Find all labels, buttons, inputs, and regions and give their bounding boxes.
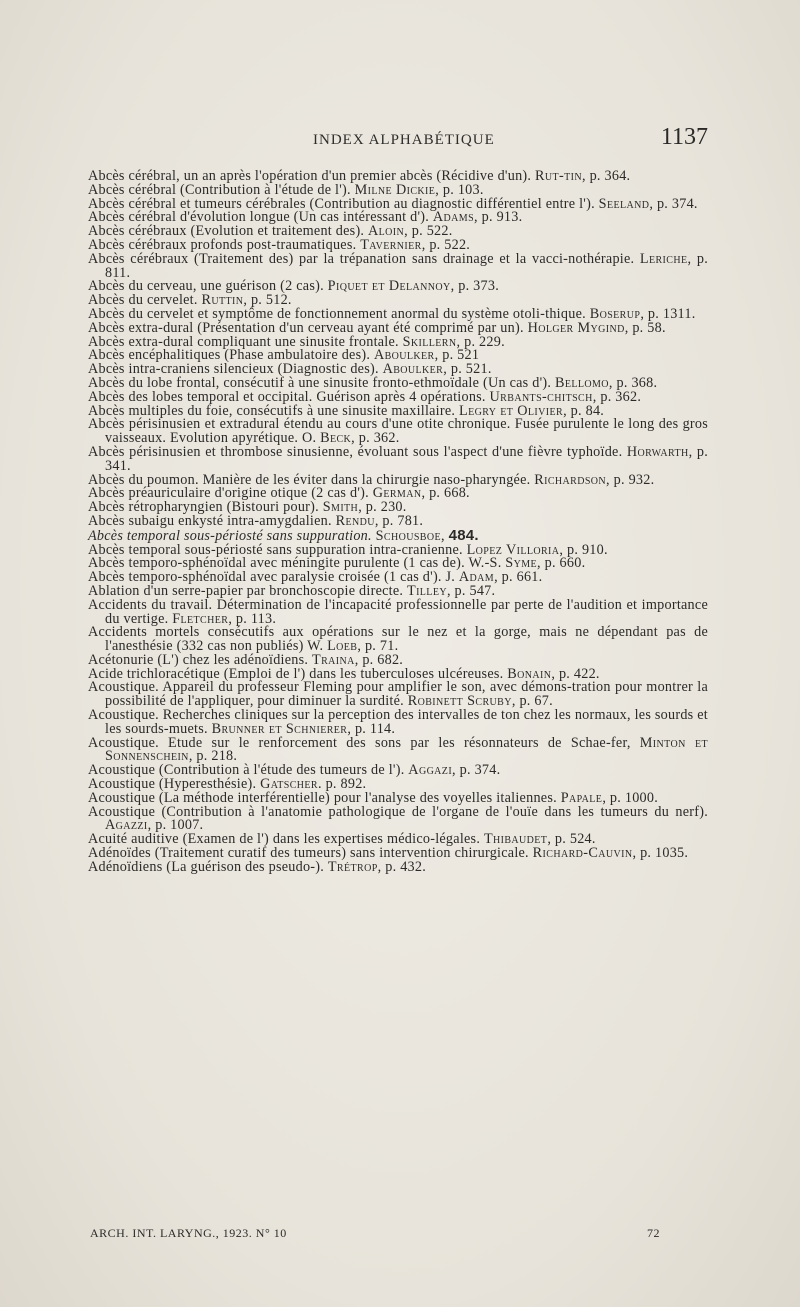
entry-page-ref: , p. 374.	[649, 195, 698, 212]
entry-page-ref: . p. 892.	[317, 776, 367, 793]
entry-subject: Acoustique. Appareil du professeur Fleming pour amplifier le son, avec démons-tration pour montrer la possibilité de l'appliquer, pour diminuer la surdité.	[88, 679, 708, 710]
entry-subject: Abcès cérébraux profonds post-traumatiques.	[88, 236, 357, 253]
entry-subject: Acétonurie (L') chez les adénoïdiens.	[88, 651, 309, 668]
entry-author: Loeb	[327, 638, 358, 655]
entry-author: Seeland	[598, 195, 650, 212]
entry-page-ref: , p. 114.	[347, 720, 396, 737]
entry-subject: Abcès cérébraux (Traitement des) par la trépanation sans drainage et la vacci-nothérapie.	[88, 250, 635, 267]
index-entry	[88, 418, 708, 446]
entry-page-ref: , p. 218.	[188, 748, 238, 765]
entry-page-ref: , p. 58.	[624, 319, 666, 336]
index-entry	[88, 443, 709, 474]
entry-author: Milne Dickie	[354, 181, 436, 198]
entry-subject: Abcès du cervelet et symptôme de fonctionnement anormal du système otoli-thique.	[88, 305, 586, 322]
page-header	[88, 124, 708, 160]
entry-subject: Acoustique (Contribution à l'anatomie pathologique de l'organe de l'ouïe dans les tumeurs du nerf).	[88, 803, 708, 820]
entry-subject: Acide trichloracétique (Emploi de l') dans les tuberculoses ulcéreuses.	[88, 665, 504, 682]
entry-author: Trétrop	[327, 858, 378, 875]
entry-subject: Abcès périsinusien et thrombose sinusienne, évoluant sous l'aspect d'une fièvre typhoïde.	[88, 443, 623, 460]
entry-page-ref: , p. 522.	[421, 236, 471, 253]
entry-subject: Abcès du cerveau, une guérison (2 cas).	[88, 278, 324, 295]
entry-author: Adams	[432, 209, 475, 226]
entry-subject: Abcès multiples du foie, consécutifs à une sinusite maxillaire.	[88, 402, 456, 419]
index-entries	[88, 170, 708, 875]
entry-page-ref: , p. 229.	[456, 333, 505, 350]
entry-author: Schousboe	[375, 527, 442, 544]
entry-author: German	[372, 485, 422, 502]
page-footer	[90, 1226, 660, 1244]
entry-subject: Abcès cérébral et tumeurs cérébrales (Contribution au diagnostic différentiel entre l').	[88, 195, 595, 212]
entry-page-ref: , p. 113.	[228, 610, 277, 627]
entry-author: Beck	[320, 430, 352, 447]
entry-author: Piquet et Delannoy	[327, 278, 451, 295]
entry-author: Richard-Cauvin	[532, 845, 633, 862]
entry-author: Syme	[505, 555, 538, 572]
entry-page-ref: , p. 71.	[357, 638, 399, 655]
index-entry	[88, 681, 708, 709]
entry-page-ref: , p. 362.	[351, 430, 400, 447]
index-entry	[88, 512, 708, 529]
entry-subject: Accidents mortels consécutifs aux opérations sur le nez et la gorge, mais ne dépendant pas de l'anesthésie (332 cas non publiés) W.	[88, 624, 708, 655]
entry-page-ref: , p. 781.	[374, 512, 424, 529]
entry-author: Aggazi	[408, 762, 453, 779]
entry-page-ref: , p. 230.	[358, 499, 407, 516]
entry-subject: Accidents du travail. Détermination de l'incapacité professionnelle par perte de l'audition et importance du vertige.	[88, 596, 708, 627]
entry-author: Lopez Villoria	[466, 541, 560, 558]
entry-page-ref: , p. 682.	[354, 651, 404, 668]
index-entry	[88, 250, 708, 281]
entry-page-ref: , p. 524.	[547, 831, 596, 848]
entry-page-ref: , p. 1000.	[602, 789, 659, 806]
entry-author: Fletcher	[172, 610, 229, 627]
entry-subject: Abcès extra-dural compliquant une sinusite frontale.	[88, 333, 399, 350]
entry-author: Papale	[560, 789, 603, 806]
entry-subject: Acuité auditive (Examen de l') dans les expertises médico-légales.	[88, 831, 481, 848]
entry-author: Aloin	[368, 223, 405, 240]
entry-page-ref: , p. 1007.	[147, 817, 204, 834]
entry-page-ref: , p. 103.	[435, 181, 484, 198]
entry-subject: Abcès encéphalitiques (Phase ambulatoire des).	[88, 347, 371, 364]
entry-author: Brunner et Schnierer	[211, 720, 348, 737]
entry-subject: Abcès temporal sous-périosté sans suppuration intra-cranienne.	[88, 541, 463, 558]
entry-author: Horwarth	[626, 443, 689, 460]
entry-subject: Adénoïdiens (La guérison des pseudo-).	[88, 858, 325, 875]
entry-author: Bellomo	[554, 374, 609, 391]
entry-author: Tilley	[407, 582, 447, 599]
index-entry	[88, 596, 708, 627]
index-entry	[88, 709, 708, 737]
entry-author: Agazzi	[105, 817, 148, 834]
entry-subject: Abcès des lobes temporal et occipital. Guérison après 4 opérations.	[88, 388, 486, 405]
entry-subject: Adénoïdes (Traitement curatif des tumeurs) sans intervention chirurgicale.	[88, 845, 529, 862]
entry-subject: Abcès temporo-sphénoïdal avec méningite purulente (1 cas de). W.-S.	[88, 555, 502, 572]
index-entry	[88, 858, 708, 875]
entry-author: Gatscher	[260, 776, 318, 793]
entry-page-ref: 484.	[448, 526, 479, 544]
entry-subject: Abcès subaigu enkysté intra-amygdalien.	[88, 512, 332, 529]
entry-subject: Abcès périsinusien et extradural étendu au cours d'une otite chronique. Fusée purulente le long des gros vaisseaux. Evolution apyrétique. O.	[88, 416, 708, 447]
entry-author: Adam	[458, 569, 495, 586]
entry-page-ref: , p. 1311.	[640, 305, 696, 322]
entry-page-ref: , p. 913.	[474, 209, 523, 226]
entry-subject: Abcès du lobe frontal, consécutif à une sinusite fronto-ethmoïdale (Un cas d').	[88, 374, 552, 391]
entry-subject: Abcès du cervelet.	[88, 292, 198, 309]
entry-subject: Acoustique (La méthode interférentielle) pour l'analyse des voyelles italiennes.	[88, 789, 557, 806]
entry-author: Skillern	[402, 333, 457, 350]
entry-subject: Abcès cérébral d'évolution longue (Un cas intéressant d').	[88, 209, 430, 226]
entry-subject: Ablation d'un serre-papier par bronchoscopie directe.	[88, 582, 404, 599]
entry-author: Aboulker	[382, 361, 444, 378]
entry-page-ref: , p. 373.	[450, 278, 499, 295]
entry-page-ref: , p. 522.	[404, 223, 453, 240]
entry-page-ref: , p. 512.	[243, 292, 292, 309]
entry-page-ref: , p. 547.	[446, 582, 496, 599]
entry-subject: Acoustique (Contribution à l'étude des tumeurs de l').	[88, 762, 405, 779]
entry-page-ref: , p. 341.	[105, 443, 709, 474]
entry-author: Holger Mygind	[527, 319, 625, 336]
entry-author: Minton et Sonnenschein	[105, 734, 709, 765]
entry-subject: Acoustique. Recherches cliniques sur la perception des intervalles de ton chez les normaux, les sourds et les sourds-muets.	[88, 707, 708, 737]
entry-subject: Abcès du poumon. Manière de les éviter dans la chirurgie naso-pharyngée.	[88, 471, 531, 488]
entry-subject: Acoustique (Hyperesthésie).	[88, 776, 257, 793]
entry-author: Legry et Olivier	[459, 402, 564, 419]
entry-author: Smith	[322, 499, 359, 516]
entry-subject: Abcès cérébral (Contribution à l'étude de l').	[88, 181, 351, 198]
entry-author: Boserup	[589, 305, 641, 322]
entry-subject: Abcès temporo-sphénoïdal avec paralysie croisée (1 cas d'). J.	[88, 569, 456, 586]
entry-author: Richardson	[534, 471, 607, 488]
entry-author: Rendu	[335, 512, 375, 529]
entry-subject: Abcès extra-dural (Présentation d'un cerveau ayant été comprimé par un).	[88, 319, 524, 336]
index-entry	[88, 734, 709, 765]
entry-author: Traina	[312, 651, 355, 668]
entry-author: Bonain	[507, 665, 552, 682]
entry-page-ref: , p. 811.	[105, 250, 708, 281]
entry-author: Urbants-chitsch	[489, 388, 593, 405]
entry-author: Rut-tin	[535, 168, 582, 184]
entry-subject: Abcès cérébral, un an après l'opération d'un premier abcès (Récidive d'un).	[88, 168, 532, 184]
journal-reference: ARCH. INT. LARYNG., 1923. N° 10	[90, 1226, 287, 1240]
entry-subject: Abcès cérébraux (Evolution et traitement des).	[88, 223, 365, 240]
entry-page-ref: , p. 362.	[592, 388, 642, 405]
entry-page-ref: , p. 368.	[608, 374, 658, 391]
entry-author: Aboulker	[373, 347, 435, 364]
entry-page-ref: , p. 521	[434, 347, 480, 364]
entry-page-ref: , p. 364.	[581, 168, 631, 184]
entry-page-ref: , p. 932.	[606, 471, 655, 488]
entry-subject: Abcès préauriculaire d'origine otique (2 cas d').	[88, 485, 369, 502]
entry-author: Ruttin	[201, 292, 244, 309]
signature-mark: 72	[647, 1226, 660, 1240]
entry-author: Thibaudet	[483, 831, 548, 848]
entry-subject: Abcès rétropharyngien (Bistouri pour).	[88, 499, 319, 516]
entry-page-ref: , p. 67.	[511, 693, 553, 710]
entry-page-ref: , p. 660.	[537, 555, 586, 572]
page-number: 1137	[660, 124, 708, 150]
entry-subject: Acoustique. Etude sur le renforcement des sons par les résonnateurs de Schae-fer,	[88, 734, 631, 751]
running-title: INDEX ALPHABÉTIQUE	[313, 132, 495, 148]
entry-page-ref: , p. 422.	[551, 665, 600, 682]
entry-page-ref: , p. 668.	[421, 485, 470, 502]
entry-author: Tavernier	[360, 236, 422, 253]
entry-page-ref: , p. 910.	[559, 541, 608, 558]
entry-page-ref: , p. 1035.	[632, 845, 689, 862]
index-entry	[88, 803, 708, 834]
entry-page-ref: , p. 521.	[443, 361, 492, 378]
index-entry: Abcès temporal sous-périosté sans suppuration. Schousboe, 484.	[88, 526, 479, 544]
entry-subject: Abcès temporal sous-périosté sans suppuration.	[88, 527, 372, 544]
entry-page-ref: , p. 432.	[377, 858, 427, 875]
index-entry	[88, 626, 708, 654]
entry-subject: Abcès intra-craniens silencieux (Diagnostic des).	[88, 361, 379, 378]
entry-author: Robinett Scruby	[407, 693, 512, 710]
entry-author: Leriche	[639, 250, 688, 267]
entry-page-ref: , p. 374.	[452, 762, 501, 779]
entry-page-ref: , p. 661.	[494, 569, 543, 586]
entry-page-ref: , p. 84.	[563, 402, 605, 419]
